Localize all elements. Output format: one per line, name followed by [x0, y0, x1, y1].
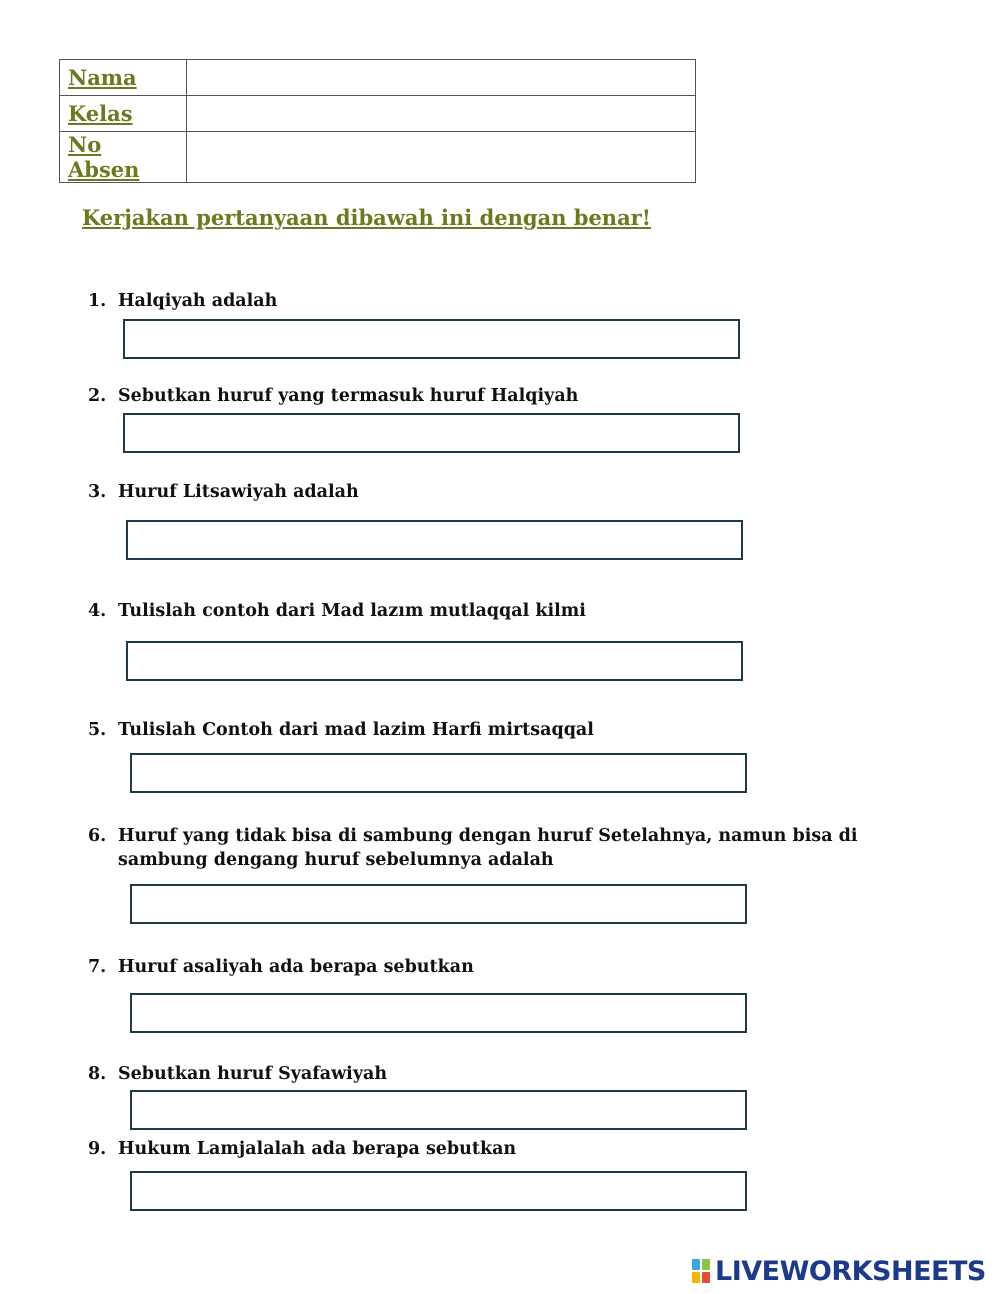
question-number: 6. — [88, 826, 107, 846]
logo-text: LIVEWORKSHEETS — [715, 1255, 986, 1287]
question-number: 9. — [88, 1139, 107, 1159]
question-text: Sebutkan huruf Syafawiyah — [118, 1064, 388, 1084]
answer-box-3[interactable] — [126, 520, 743, 560]
nama-field[interactable] — [187, 60, 696, 96]
question-text: Huruf asaliyah ada berapa sebutkan — [118, 957, 474, 977]
answer-box-5[interactable] — [130, 753, 747, 793]
question-text: Tulislah contoh dari Mad lazım mutlaqqal kilmi — [118, 601, 586, 621]
question-text: Huruf yang tidak bisa di sambung dengan huruf Setelahnya, namun bisa di sambung dengang huruf sebelumnya adalah — [118, 826, 858, 870]
answer-box-9[interactable] — [130, 1171, 747, 1211]
question-text: Tulislah Contoh dari mad lazim Harfi mirtsaqqal — [118, 720, 594, 740]
answer-box-4[interactable] — [126, 641, 743, 681]
question-number: 4. — [88, 601, 107, 621]
question-number: 3. — [88, 482, 107, 502]
liveworksheets-logo — [692, 1256, 986, 1286]
question-text: Huruf Litsawiyah adalah — [118, 482, 359, 502]
question-text: Sebutkan huruf yang termasuk huruf Halqiyah — [118, 386, 579, 406]
question-number: 5. — [88, 720, 107, 740]
question-number: 1. — [88, 291, 107, 311]
label-no-absen: No Absen — [60, 132, 187, 183]
student-info-table — [59, 59, 696, 183]
answer-box-2[interactable] — [123, 413, 740, 453]
kelas-field[interactable] — [187, 96, 696, 132]
label-kelas: Kelas — [60, 96, 187, 132]
question-number: 7. — [88, 957, 107, 977]
liveworksheets-logo-icon — [692, 1259, 710, 1283]
info-row-no-absen — [60, 132, 696, 183]
answer-box-7[interactable] — [130, 993, 747, 1033]
question-text: Halqiyah adalah — [118, 291, 278, 311]
answer-box-1[interactable] — [123, 319, 740, 359]
info-row-kelas — [60, 96, 696, 132]
question-number: 2. — [88, 386, 107, 406]
instruction-heading: Kerjakan pertanyaan dibawah ini dengan benar! — [82, 205, 651, 230]
question-text: Hukum Lamjalalah ada berapa sebutkan — [118, 1139, 517, 1159]
question-number: 8. — [88, 1064, 107, 1084]
label-nama: Nama — [60, 60, 187, 96]
answer-box-6[interactable] — [130, 884, 747, 924]
answer-box-8[interactable] — [130, 1090, 747, 1130]
no-absen-field[interactable] — [187, 132, 696, 183]
info-row-nama — [60, 60, 696, 96]
